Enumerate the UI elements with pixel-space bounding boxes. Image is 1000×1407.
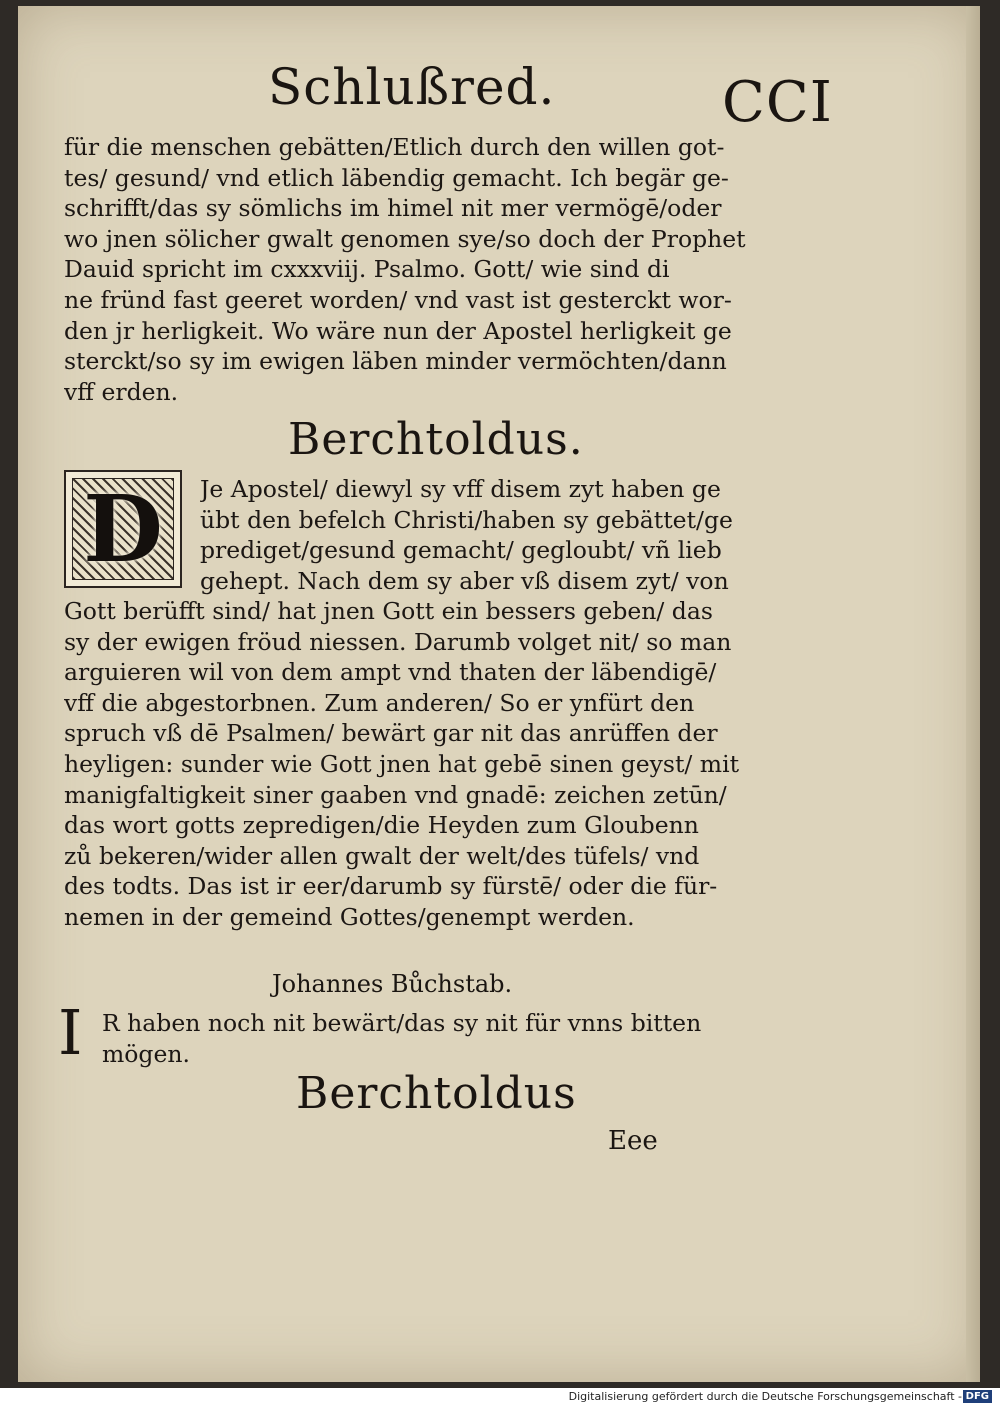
text-line: nemen in der gemeind Gottes/genempt werden. <box>64 902 635 931</box>
folio-number: CCI <box>722 70 833 135</box>
text-line: Gott berüfft sind/ hat jnen Gott ein bessers geben/ das <box>64 597 713 625</box>
text-line: R haben noch nit bewärt/das sy nit für vnns bitten <box>102 1009 702 1037</box>
text-line: vff die abgestorbnen. Zum anderen/ So er ynfürt den <box>64 688 695 717</box>
footer-bar <box>0 1388 1000 1407</box>
text-line: vff erden. <box>64 377 179 406</box>
text-line: sterckt/so sy im ewigen läben minder vermöchten/dann <box>64 347 727 376</box>
text-line: gehept. Nach dem sy aber vß disem zyt/ von <box>200 566 729 595</box>
dfg-logo: DFG <box>963 1390 992 1403</box>
funding-notice: Digitalisierung gefördert durch die Deutsche Forschungsgemeinschaft - <box>568 1390 962 1403</box>
text-line: den jr herligkeit. Wo wäre nun der Apostel herligkeit ge <box>64 316 732 345</box>
text-line: wo jnen sölicher gwalt genomen sye/so doch der Prophet <box>64 224 746 253</box>
text-line: des todts. Das ist ir eer/darumb sy fürstē/ oder die für- <box>64 872 718 901</box>
text-line: manigfaltigkeit siner gaaben vnd gnadē: zeichen zetūn/ <box>64 780 727 809</box>
section-heading: Berchtoldus. <box>288 414 584 465</box>
paragraph-3 <box>102 1008 762 1069</box>
text-line: tes/ gesund/ vnd etlich läbendig gemacht. Ich begär ge- <box>64 163 729 192</box>
text-line: heyligen: sunder wie Gott jnen hat gebē sinen geyst/ mit <box>64 749 740 778</box>
paragraph-2-rest <box>64 596 764 933</box>
text-line: arguieren wil von dem ampt vnd thaten der läbendigē/ <box>64 658 717 687</box>
decorated-initial <box>64 470 182 588</box>
text-line: für die menschen gebätten/Etlich durch den willen got- <box>64 133 725 161</box>
next-speaker-heading: Berchtoldus <box>296 1068 577 1119</box>
signature-mark: Eee <box>608 1126 658 1156</box>
paragraph-2-start <box>200 474 756 596</box>
text-line: ne fründ fast geeret worden/ vnd vast ist gesterckt wor- <box>64 285 732 314</box>
text-line: mögen. <box>102 1039 190 1068</box>
text-line: prediget/gesund gemacht/ gegloubt/ vñ lieb <box>200 536 722 565</box>
text-line: schrifft/das sy sömlichs im himel nit mer vermögē/oder <box>64 194 722 223</box>
speaker-name: Johannes Bůchstab. <box>272 970 513 998</box>
text-line: Je Apostel/ diewyl sy vff disem zyt haben ge <box>200 475 721 503</box>
running-head: Schlußred. <box>268 58 556 116</box>
paragraph-3-initial: I <box>58 996 83 1069</box>
text-line: Dauid spricht im cxxxviij. Psalmo. Gott/ wie sind di <box>64 255 670 284</box>
text-line: übt den befelch Christi/haben sy gebättet/ge <box>200 505 733 534</box>
text-line: zů bekeren/wider allen gwalt der welt/des tüfels/ vnd <box>64 841 700 870</box>
text-line: spruch vß dē Psalmen/ bewärt gar nit das anrüffen der <box>64 719 718 748</box>
page-edge <box>966 6 980 1382</box>
text-line: das wort gotts zepredigen/die Heyden zum Gloubenn <box>64 811 699 840</box>
initial-letter: D <box>83 475 163 583</box>
paragraph-1 <box>64 132 764 407</box>
text-line: sy der ewigen fröud niessen. Darumb volget nit/ so man <box>64 627 732 656</box>
